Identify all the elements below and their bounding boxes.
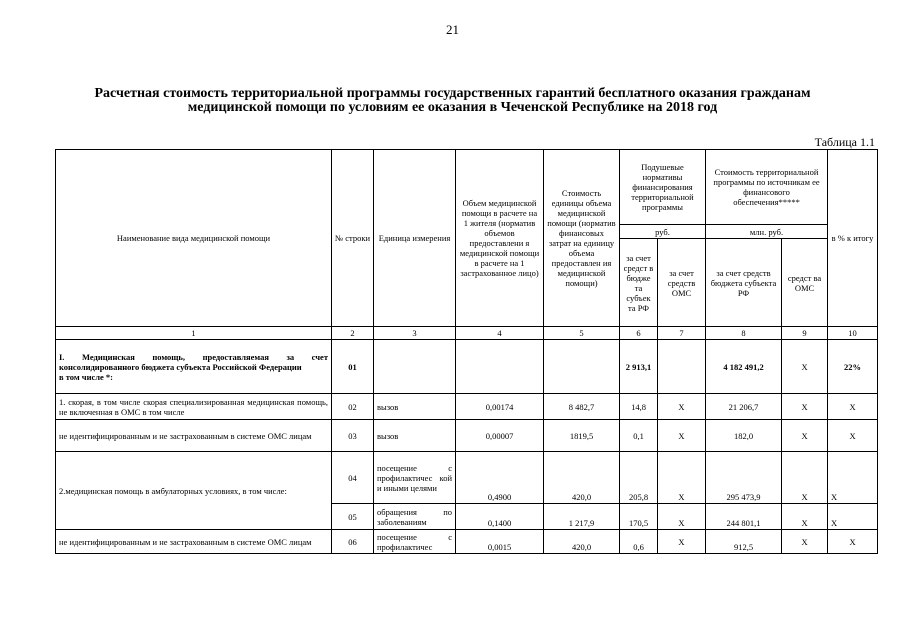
row-percent: 22% xyxy=(828,340,878,394)
row-total-oms: X xyxy=(782,530,828,554)
row-percapita-budget: 2 913,1 xyxy=(620,340,658,394)
col-number: 10 xyxy=(828,327,878,340)
row-total-oms: X xyxy=(782,452,828,504)
header-name: Наименование вида медицинской помощи xyxy=(56,150,332,327)
row-unit: вызов xyxy=(374,394,456,420)
row-total-oms: X xyxy=(782,504,828,530)
document-title xyxy=(40,87,865,115)
row-percapita-budget: 0,6 xyxy=(620,530,658,554)
header-budget-sub: за счет средст в бюдже та субъек та РФ xyxy=(620,239,658,327)
row-unit xyxy=(374,340,456,394)
row-unit: посещение с профилактичес кой и иными целями xyxy=(374,452,456,504)
header-oms-sub: за счет средств ОМС xyxy=(658,239,706,327)
row-percapita-oms xyxy=(658,340,706,394)
row-number: 06 xyxy=(332,530,374,554)
col-number: 1 xyxy=(56,327,332,340)
row-percapita-budget: 205,8 xyxy=(620,452,658,504)
col-number: 9 xyxy=(782,327,828,340)
row-volume: 0,00007 xyxy=(456,420,544,452)
col-number: 7 xyxy=(658,327,706,340)
row-total-budget: 21 206,7 xyxy=(706,394,782,420)
row-percapita-budget: 14,8 xyxy=(620,394,658,420)
header-percent: в % к итогу xyxy=(828,150,878,327)
row-volume xyxy=(456,340,544,394)
header-row-1 xyxy=(56,150,878,225)
row-total-oms: X xyxy=(782,394,828,420)
row-volume: 0,00174 xyxy=(456,394,544,420)
row-percapita-oms: X xyxy=(658,420,706,452)
header-volume: Объем медицинской помощи в расчете на 1 жителя (норматив объемов предоставлени я медицинской помощи в расчете на 1 застрахованное лицо) xyxy=(456,150,544,327)
title-line-1: Расчетная стоимость территориальной программы государственных гарантий бесплатного оказания гражданам xyxy=(94,86,811,101)
row-number: 03 xyxy=(332,420,374,452)
table-label: Таблица 1.1 xyxy=(814,135,875,149)
col-number: 6 xyxy=(620,327,658,340)
row-number: 05 xyxy=(332,504,374,530)
row-percapita-oms: X xyxy=(658,394,706,420)
col-number: 5 xyxy=(544,327,620,340)
row-name: не идентифицированным и не застрахованным в системе ОМС лицам xyxy=(56,530,332,554)
row-cost xyxy=(544,340,620,394)
row-unit: посещение с профилактичес xyxy=(374,530,456,554)
row-total-budget: 4 182 491,2 xyxy=(706,340,782,394)
header-unit: Единица измерения xyxy=(374,150,456,327)
header-percapita: Подушевые нормативы финансирования территориальной программы xyxy=(620,150,706,225)
table-row xyxy=(56,394,878,420)
header-cost-total: Стоимость территориальной программы по источникам ее финансового обеспечения***** xyxy=(706,150,828,225)
header-row-no: № строки xyxy=(332,150,374,327)
row-cost: 420,0 xyxy=(544,530,620,554)
row-cost: 420,0 xyxy=(544,452,620,504)
row-number: 04 xyxy=(332,452,374,504)
table-row xyxy=(56,530,878,554)
row-name-main: I. Медицинская помощь, предоставляемая за счет консолидированного бюджета субъекта Российской Федерации xyxy=(59,351,328,372)
header-rub: руб. xyxy=(620,225,706,239)
row-cost: 8 482,7 xyxy=(544,394,620,420)
row-volume: 0,4900 xyxy=(456,452,544,504)
row-name: 1. скорая, в том числе скорая специализированная медицинская помощь, не включенная в ОМС в том числе xyxy=(56,394,332,420)
cost-table xyxy=(55,149,878,554)
row-name: не идентифицированным и не застрахованным в системе ОМС лицам xyxy=(56,420,332,452)
col-number: 8 xyxy=(706,327,782,340)
row-total-oms: X xyxy=(782,340,828,394)
row-percapita-oms: X xyxy=(658,504,706,530)
col-number: 2 xyxy=(332,327,374,340)
row-percapita-budget: 0,1 xyxy=(620,420,658,452)
table-row xyxy=(56,340,878,394)
column-number-row xyxy=(56,327,878,340)
row-total-budget: 912,5 xyxy=(706,530,782,554)
row-percapita-oms: X xyxy=(658,530,706,554)
row-percapita-oms: X xyxy=(658,452,706,504)
row-name xyxy=(56,340,332,394)
header-budget-total: за счет средств бюджета субъекта РФ xyxy=(706,239,782,327)
col-number: 3 xyxy=(374,327,456,340)
page-number: 21 xyxy=(446,22,459,37)
row-total-oms: X xyxy=(782,420,828,452)
row-unit: обращения по заболеваниям xyxy=(374,504,456,530)
title-line-2: медицинской помощи по условиям ее оказания в Чеченской Республике на 2018 год xyxy=(187,100,718,115)
col-number: 4 xyxy=(456,327,544,340)
row-cost: 1819,5 xyxy=(544,420,620,452)
row-cost: 1 217,9 xyxy=(544,504,620,530)
row-total-budget: 295 473,9 xyxy=(706,452,782,504)
row-name-sub: в том числе *: xyxy=(59,371,113,382)
header-oms-total: средст ва ОМС xyxy=(782,239,828,327)
row-percent: X xyxy=(828,452,878,504)
row-percent: X xyxy=(828,504,878,530)
row-percent: X xyxy=(828,420,878,452)
row-volume: 0,1400 xyxy=(456,504,544,530)
table-row xyxy=(56,452,878,504)
header-cost: Стоимость единицы объема медицинской помощи (норматив финансовых затрат на единицу объема предоставлен ия медицинской помощи) xyxy=(544,150,620,327)
row-name: 2.медицинская помощь в амбулаторных условиях, в том числе: xyxy=(56,452,332,530)
header-mln-rub: млн. руб. xyxy=(706,225,828,239)
row-percent: X xyxy=(828,530,878,554)
row-unit: вызов xyxy=(374,420,456,452)
row-percapita-budget: 170,5 xyxy=(620,504,658,530)
row-number: 02 xyxy=(332,394,374,420)
row-volume: 0,0015 xyxy=(456,530,544,554)
row-total-budget: 182,0 xyxy=(706,420,782,452)
row-percent: X xyxy=(828,394,878,420)
row-number: 01 xyxy=(332,340,374,394)
table-row xyxy=(56,420,878,452)
row-total-budget: 244 801,1 xyxy=(706,504,782,530)
